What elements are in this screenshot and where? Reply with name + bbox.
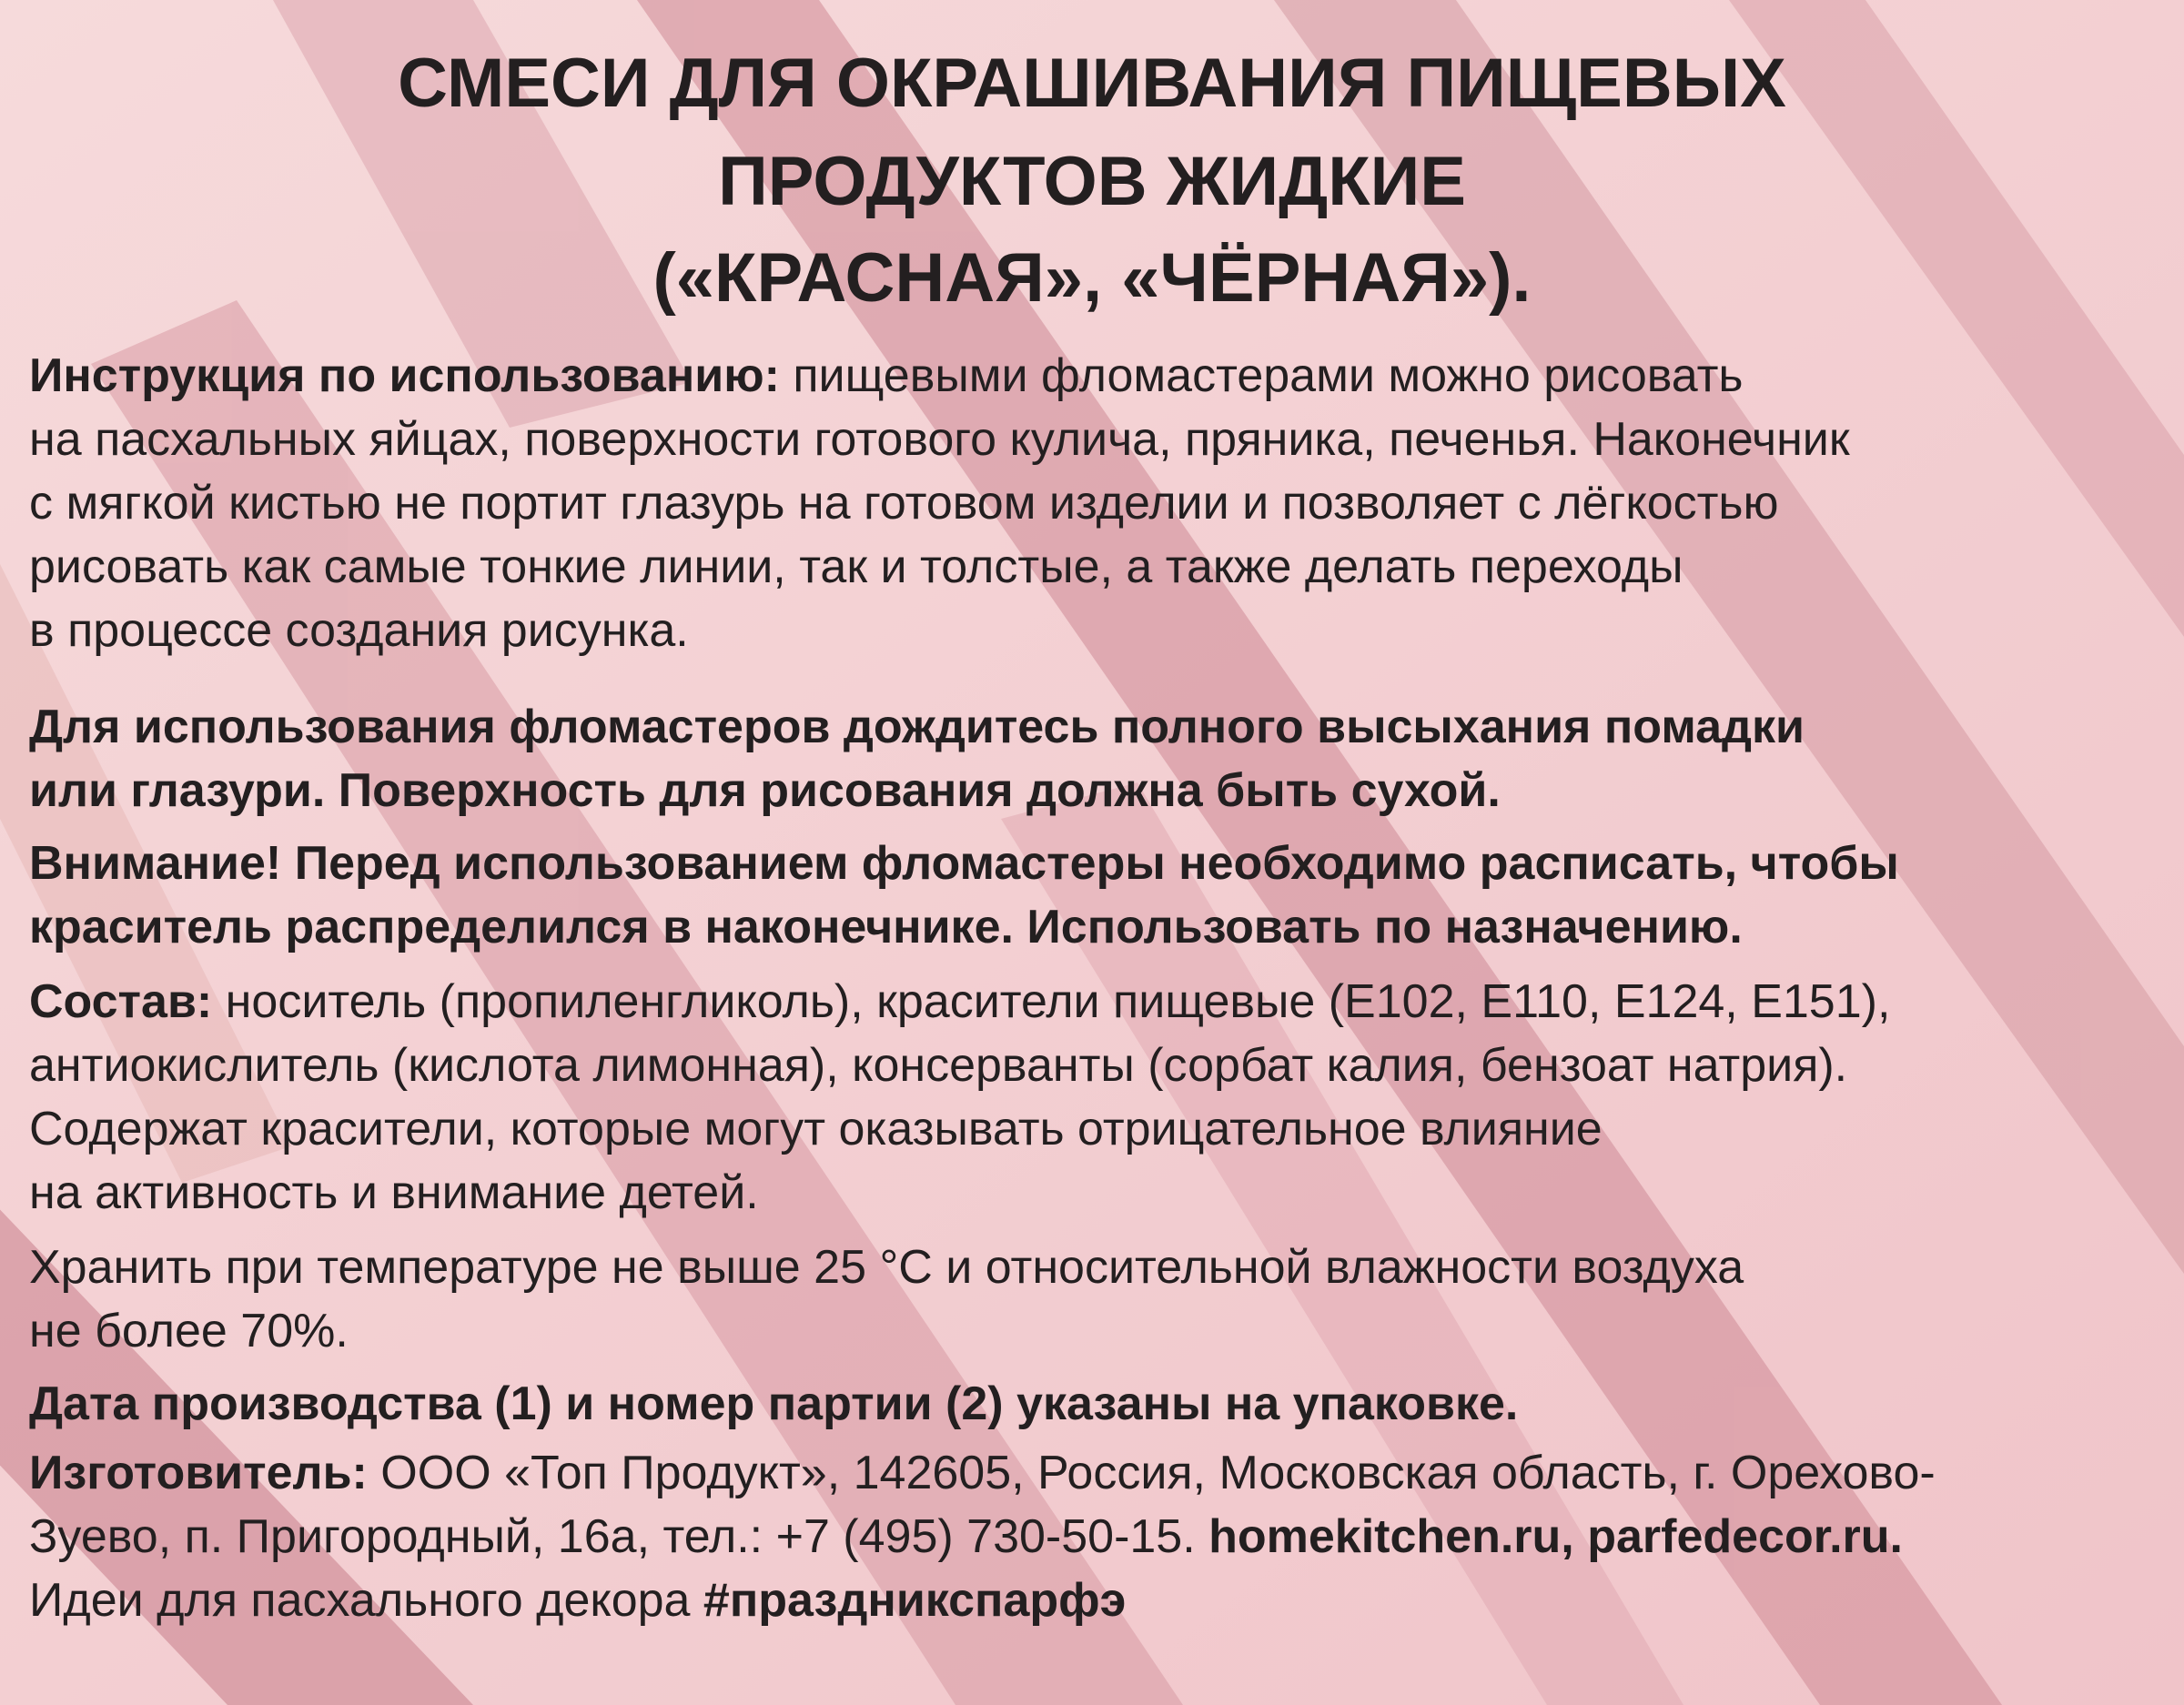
instruction-text-4: рисовать как самые тонкие линии, так и толстые, а также делать переходы xyxy=(29,540,1684,593)
website-links: homekitchen.ru, parfedecor.ru. xyxy=(1208,1510,1903,1563)
title-line-1: СМЕСИ ДЛЯ ОКРАШИВАНИЯ ПИЩЕВЫХ xyxy=(398,45,1786,122)
production-section xyxy=(29,1372,2159,1436)
composition-label: Состав: xyxy=(29,975,213,1028)
storage-text-2: не более 70%. xyxy=(29,1305,349,1357)
composition-text-3: Содержат красители, которые могут оказывать отрицательное влияние xyxy=(29,1103,1603,1155)
warning-text-1: Внимание! Перед использованием фломастеры необходимо расписать, чтобы xyxy=(29,837,1899,890)
drying-text-1: Для использования фломастеров дождитесь полного высыхания помадки xyxy=(29,701,1805,753)
instruction-section xyxy=(29,344,2159,662)
instruction-text-5: в процессе создания рисунка. xyxy=(29,604,689,657)
instruction-label: Инструкция по использованию: xyxy=(29,349,780,402)
drying-text-2: или глазури. Поверхность для рисования должна быть сухой. xyxy=(29,764,1501,817)
warning-text-2: краситель распределился в наконечнике. Использовать по назначению. xyxy=(29,901,1743,953)
composition-text-2: антиокислитель (кислота лимонная), консерванты (сорбат калия, бензоат натрия). xyxy=(29,1039,1848,1092)
composition-text-4: на активность и внимание детей. xyxy=(29,1166,759,1219)
manufacturer-text-2: Зуево, п. Пригородный, 16а, тел.: +7 (495) 730-50-15. xyxy=(29,1510,1209,1563)
instruction-text-2: на пасхальных яйцах, поверхности готового кулича, пряника, печенья. Наконечник xyxy=(29,413,1850,466)
production-text-1: Дата производства (1) и номер партии (2) указаны на упаковке. xyxy=(29,1377,1519,1430)
storage-section xyxy=(29,1236,2159,1363)
title-line-3: («КРАСНАЯ», «ЧЁРНАЯ»). xyxy=(652,239,1532,317)
hashtag: #праздникспарфэ xyxy=(703,1574,1127,1627)
ideas-text: Идеи для пасхального декора xyxy=(29,1574,703,1627)
composition-text-1: носитель (пропиленгликоль), красители пищевые (Е102, Е110, Е124, Е151), xyxy=(212,975,1891,1028)
manufacturer-text-1: ООО «Топ Продукт», 142605, Россия, Московская область, г. Орехово- xyxy=(367,1447,1936,1499)
storage-text-1: Хранить при температуре не выше 25 °С и относительной влажности воздуха xyxy=(29,1241,1744,1294)
warning-section xyxy=(29,832,2159,959)
instruction-text-1: пищевыми фломастерами можно рисовать xyxy=(779,349,1744,402)
manufacturer-section xyxy=(29,1441,2159,1632)
manufacturer-label: Изготовитель: xyxy=(29,1447,368,1499)
composition-section xyxy=(29,970,2159,1225)
title-line-2: ПРОДУКТОВ ЖИДКИЕ xyxy=(718,143,1466,220)
drying-section xyxy=(29,695,2159,822)
instruction-text-3: с мягкой кистью не портит глазурь на готовом изделии и позволяет с лёгкостью xyxy=(29,477,1779,530)
